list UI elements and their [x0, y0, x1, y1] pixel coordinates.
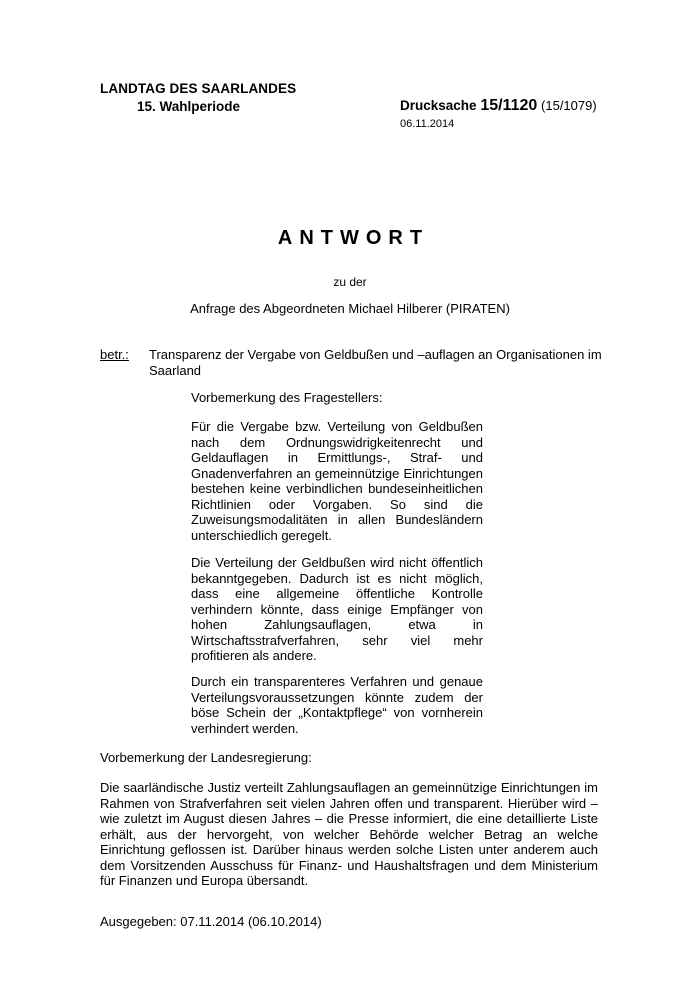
document-title: ANTWORT [277, 227, 430, 249]
government-preliminary-text: Die saarländische Justiz verteilt Zahlungsauflagen an gemeinnützige Einrichtungen im Rahmen von Strafverfahren seit vielen Jahren offen und transparent. Hierüber wird – wie zuletzt im August diesen Jahres – die Presse informiert, die eine detaillierte Liste erhält, aus der hervorgeht, von welcher Behörde welcher Betrag an welche Einrichtung geflossen ist. Darüber hinaus werden solche Listen unter anderem auch dem Vorsitzenden Ausschuss für Finanz- und Haushaltsfragen und dem Ministerium für Finanzen und Europa übersandt. [100, 780, 598, 888]
drucksache-number: 15/1120 [480, 97, 538, 114]
inquiry-line: Anfrage des Abgeordneten Michael Hilberer (PIRATEN) [190, 301, 510, 316]
legislative-period: 15. Wahlperiode [137, 99, 241, 114]
drucksache-ref: (15/1079) [541, 98, 597, 113]
government-preliminary-heading: Vorbemerkung der Landesregierung: [100, 750, 312, 765]
questioner-paragraph: Für die Vergabe bzw. Verteilung von Geldbußen nach dem Ordnungswidrigkeitenrecht und Geldauflagen in Ermittlungs-, Straf- und Gnadenverfahren an gemeinnützige Einrichtungen bestehen keine verbindlichen bundeseinheitlichen Richtlinien oder Vorgaben. So sind die Zuweisungsmodalitäten in allen Bundesländern unterschiedlich geregelt. [191, 419, 483, 543]
subject-label: betr.: [100, 347, 129, 362]
questioner-paragraph: Durch ein transparenteres Verfahren und genaue Verteilungsvoraussetzungen könnte zudem der böse Schein der „Kontaktpflege“ von vornherein verhindert werden. [191, 674, 483, 736]
questioner-paragraph: Die Verteilung der Geldbußen wird nicht öffentlich bekanntgegeben. Dadurch ist es nicht möglich, dass eine allgemeine öffentliche Kontrolle verhindern könnte, dass einige Empfänger von hohen Zahlungsauflagen, etwa in Wirtschaftsstrafverfahren, sehr viel mehr profitieren als andere. [191, 555, 483, 663]
subject-text: Transparenz der Vergabe von Geldbußen und –auflagen an Organisationen im Saarland [149, 347, 602, 378]
issued-date-line: Ausgegeben: 07.11.2014 (06.10.2014) [100, 914, 322, 929]
zu-der-line: zu der [333, 275, 367, 289]
questioner-preliminary-heading: Vorbemerkung des Fragestellers: [191, 390, 383, 405]
document-date: 06.11.2014 [400, 118, 455, 130]
parliament-name: LANDTAG DES SAARLANDES [100, 81, 297, 96]
printed-matter-reference [400, 98, 597, 114]
drucksache-label: Drucksache [400, 98, 477, 113]
